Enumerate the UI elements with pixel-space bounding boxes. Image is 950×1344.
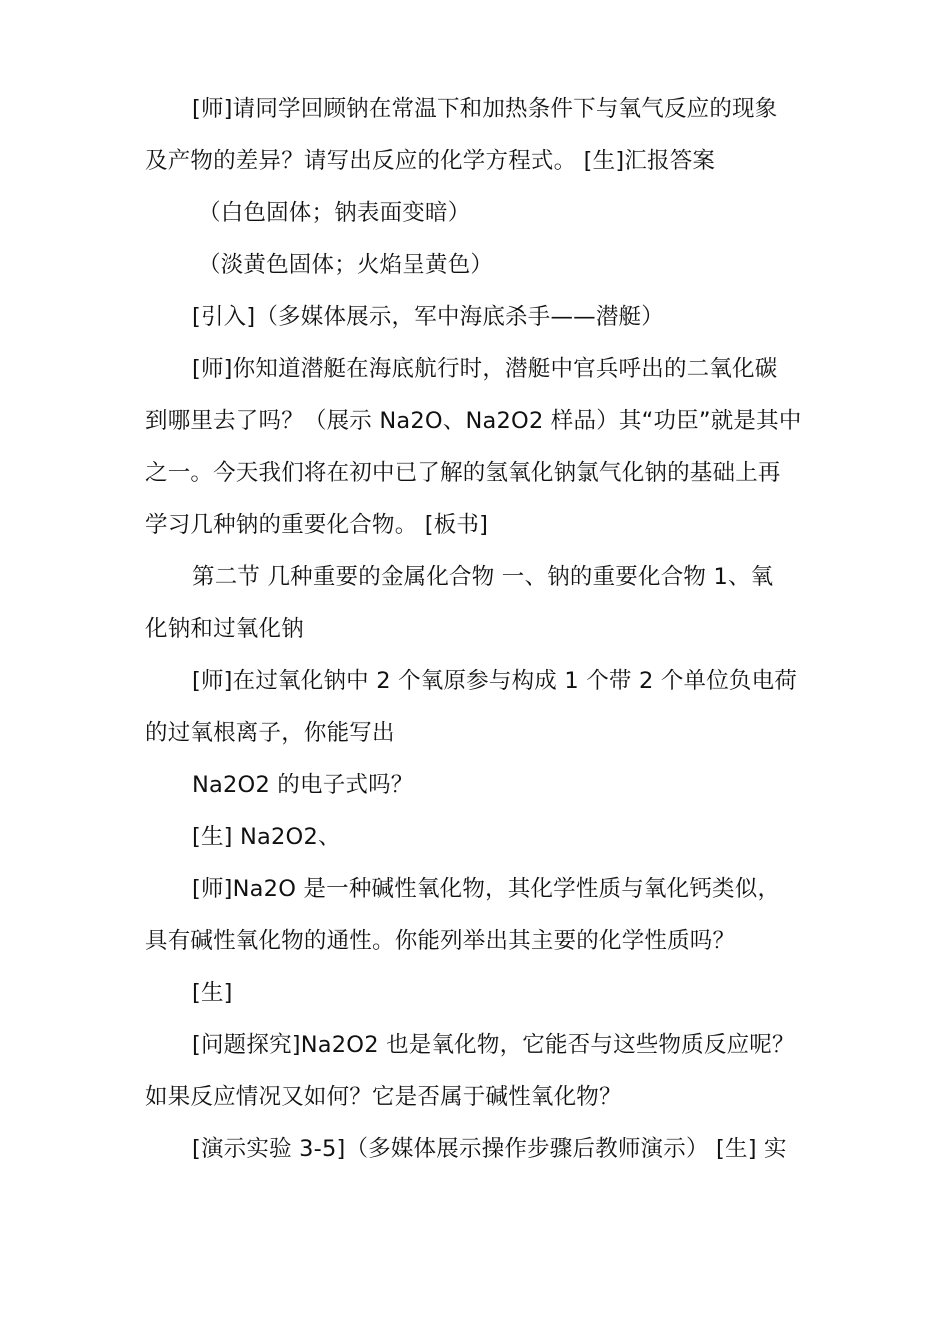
text-line-12: [师]在过氧化钠中 2 个氧原参与构成 1 个带 2 个单位负电荷 xyxy=(192,668,798,694)
text-line-3: （白色固体；钠表面变暗） xyxy=(198,200,471,226)
text-line-16: [师]Na2O 是一种碱性氧化物，其化学性质与氧化钙类似， xyxy=(192,876,781,902)
text-line-2: 及产物的差异？请写出反应的化学方程式。 [生]汇报答案 xyxy=(145,148,716,174)
text-line-9: 学习几种钠的重要化合物。 [板书] xyxy=(145,512,489,538)
text-line-14: Na2O2 的电子式吗？ xyxy=(192,772,414,798)
text-line-19: [问题探究]Na2O2 也是氧化物，它能否与这些物质反应呢？ xyxy=(192,1032,795,1058)
text-line-8: 之一。今天我们将在初中已了解的氢氧化钠氯气化钠的基础上再 xyxy=(145,460,781,486)
text-line-15: [生] Na2O2、 xyxy=(192,824,341,850)
text-line-18: [生] xyxy=(192,980,233,1006)
text-line-17: 具有碱性氧化物的通性。你能列举出其主要的化学性质吗？ xyxy=(145,928,736,954)
text-line-1: [师]请同学回顾钠在常温下和加热条件下与氧气反应的现象 xyxy=(192,96,778,122)
text-line-4: （淡黄色固体；火焰呈黄色） xyxy=(198,252,494,278)
text-line-21: [演示实验 3-5]（多媒体展示操作步骤后教师演示） [生] 实 xyxy=(192,1136,787,1162)
text-line-11: 化钠和过氧化钠 xyxy=(145,616,304,642)
text-line-13: 的过氧根离子，你能写出 xyxy=(145,720,395,746)
text-line-10: 第二节 几种重要的金属化合物 一、钠的重要化合物 1、氧 xyxy=(192,564,774,590)
text-line-20: 如果反应情况又如何？它是否属于碱性氧化物？ xyxy=(145,1084,622,1110)
text-line-6: [师]你知道潜艇在海底航行时，潜艇中官兵呼出的二氧化碳 xyxy=(192,356,778,382)
text-line-7: 到哪里去了吗？（展示 Na2O、Na2O2 样品）其“功臣”就是其中 xyxy=(145,408,802,434)
text-line-5: [引入]（多媒体展示，军中海底杀手——潜艇） xyxy=(192,304,664,330)
